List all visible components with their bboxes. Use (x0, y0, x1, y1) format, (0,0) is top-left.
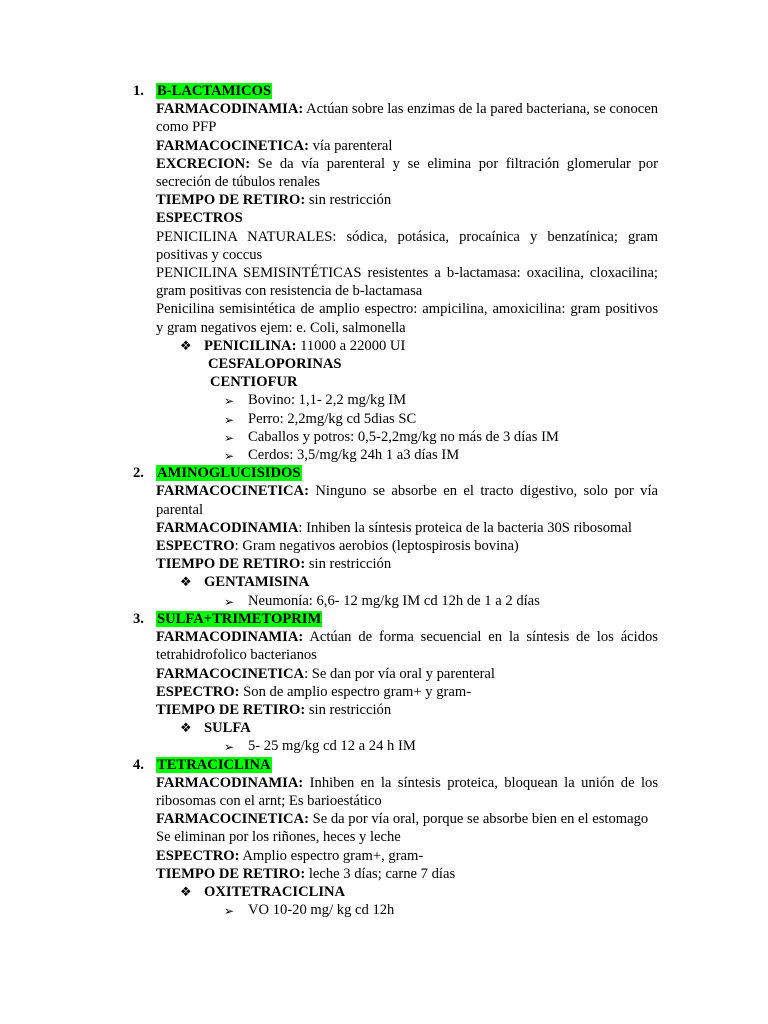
diamond-bullet-icon: ❖ (180, 883, 192, 899)
dose-item: ➢ Perro: 2,2mg/kg cd 5dias SC (0, 410, 768, 428)
paragraph: FARMACODINAMIA: Actúan sobre las enzimas de la pared bacteriana, se conocen como PFP (156, 101, 658, 136)
section-heading (0, 756, 768, 774)
document-page (0, 82, 768, 919)
drug-item: ❖ OXITETRACICLINA (180, 883, 346, 900)
section-heading (0, 82, 768, 100)
paragraph: PENICILINA NATURALES: sódica, potásica, procaínica y benzatínica; gram positivas y coccus (156, 228, 658, 263)
diamond-bullet-icon: ❖ (180, 720, 192, 736)
paragraph: Penicilina semisintética de amplio espectro: ampicilina, amoxicilina: gram positivos y gram negativos ejem: e. Coli, salmonella (156, 301, 658, 336)
paragraph: EXCRECION: Se da vía parenteral y se elimina por filtración glomerular por secreción de túbulos renales (156, 155, 658, 191)
section-number: 2. (133, 465, 144, 482)
paragraph: TIEMPO DE RETIRO: sin restricción (156, 556, 392, 573)
section-heading (0, 610, 768, 628)
paragraph: FARMACODINAMIA: Inhiben la síntesis proteica de la bacteria 30S ribosomal (156, 519, 632, 536)
section-title: B-LACTAMICOS (157, 83, 272, 99)
paragraph: FARMACOCINETICA: vía parenteral (156, 137, 393, 154)
section-number: 1. (133, 83, 144, 99)
section-title: AMINOGLUCISIDOS (157, 465, 301, 482)
paragraph: FARMACOCINETICA: Se da por vía oral, porque se absorbe bien en el estomago (156, 811, 649, 828)
section-title: SULFA+TRIMETOPRIM (157, 610, 322, 627)
dose-item: ➢ Neumonía: 6,6- 12 mg/kg IM cd 12h de 1 a 2 días (0, 592, 768, 610)
paragraph: PENICILINA SEMISINTÉTICAS resistentes a b-lactamasa: oxacilina, cloxacilina; gram positivas con resistencia de b-lactamasa (156, 265, 658, 300)
paragraph: ESPECTRO: Son de amplio espectro gram+ y gram- (156, 683, 472, 700)
paragraph: ESPECTRO: Gram negativos aerobios (leptospirosis bovina) (156, 538, 519, 555)
arrow-bullet-icon: ➢ (224, 594, 235, 609)
dose-item: ➢ 5- 25 mg/kg cd 12 a 24 h IM (0, 737, 768, 755)
paragraph: FARMACODINAMIA: Inhiben en la síntesis proteica, bloquean la unión de los ribosomas con el arnt; Es barioestático (156, 774, 658, 809)
arrow-bullet-icon: ➢ (224, 430, 235, 445)
section-number: 3. (133, 610, 144, 627)
arrow-bullet-icon: ➢ (224, 904, 235, 919)
section-number: 4. (133, 756, 144, 773)
paragraph: TIEMPO DE RETIRO: sin restricción (156, 701, 392, 718)
dose-item: ➢ VO 10-20 mg/ kg cd 12h (0, 901, 768, 919)
arrow-bullet-icon: ➢ (224, 412, 235, 427)
dose-item: ➢ Bovino: 1,1- 2,2 mg/kg IM (0, 391, 768, 409)
paragraph: FARMACOCINETICA: Ninguno se absorbe en el tracto digestivo, solo por vía parental (156, 483, 658, 518)
paragraph: TIEMPO DE RETIRO: leche 3 días; carne 7 días (156, 865, 456, 882)
arrow-bullet-icon: ➢ (224, 394, 235, 409)
diamond-bullet-icon: ❖ (180, 337, 192, 353)
diamond-bullet-icon: ❖ (180, 574, 192, 590)
arrow-bullet-icon: ➢ (224, 740, 235, 755)
paragraph: FARMACODINAMIA: Actúan de forma secuencial en la síntesis de los ácidos tetrahidrofolico bacterianos (156, 629, 658, 664)
drug-item: ❖ GENTAMISINA (180, 574, 310, 591)
section-heading (0, 464, 768, 482)
paragraph: ESPECTROS (156, 210, 243, 227)
arrow-bullet-icon: ➢ (224, 449, 235, 464)
sub-label: CESFALOPORINAS (208, 356, 342, 373)
sub-label: CENTIOFUR (210, 374, 298, 391)
dose-item: ➢ Cerdos: 3,5/mg/kg 24h 1 a3 días IM (0, 446, 768, 464)
dose-item: ➢ Caballos y potros: 0,5-2,2mg/kg no más de 3 días IM (0, 428, 768, 446)
paragraph: FARMACOCINETICA: Se dan por vía oral y parenteral (156, 665, 495, 682)
paragraph: ESPECTRO: Amplio espectro gram+, gram- (156, 847, 424, 864)
paragraph: TIEMPO DE RETIRO: sin restricción (156, 192, 392, 209)
section-title: TETRACICLINA (157, 756, 271, 773)
drug-item: ❖ SULFA (180, 720, 251, 737)
drug-item: ❖ PENICILINA: 11000 a 22000 UI (180, 337, 406, 354)
paragraph: Se eliminan por los riñones, heces y leche (156, 829, 401, 846)
